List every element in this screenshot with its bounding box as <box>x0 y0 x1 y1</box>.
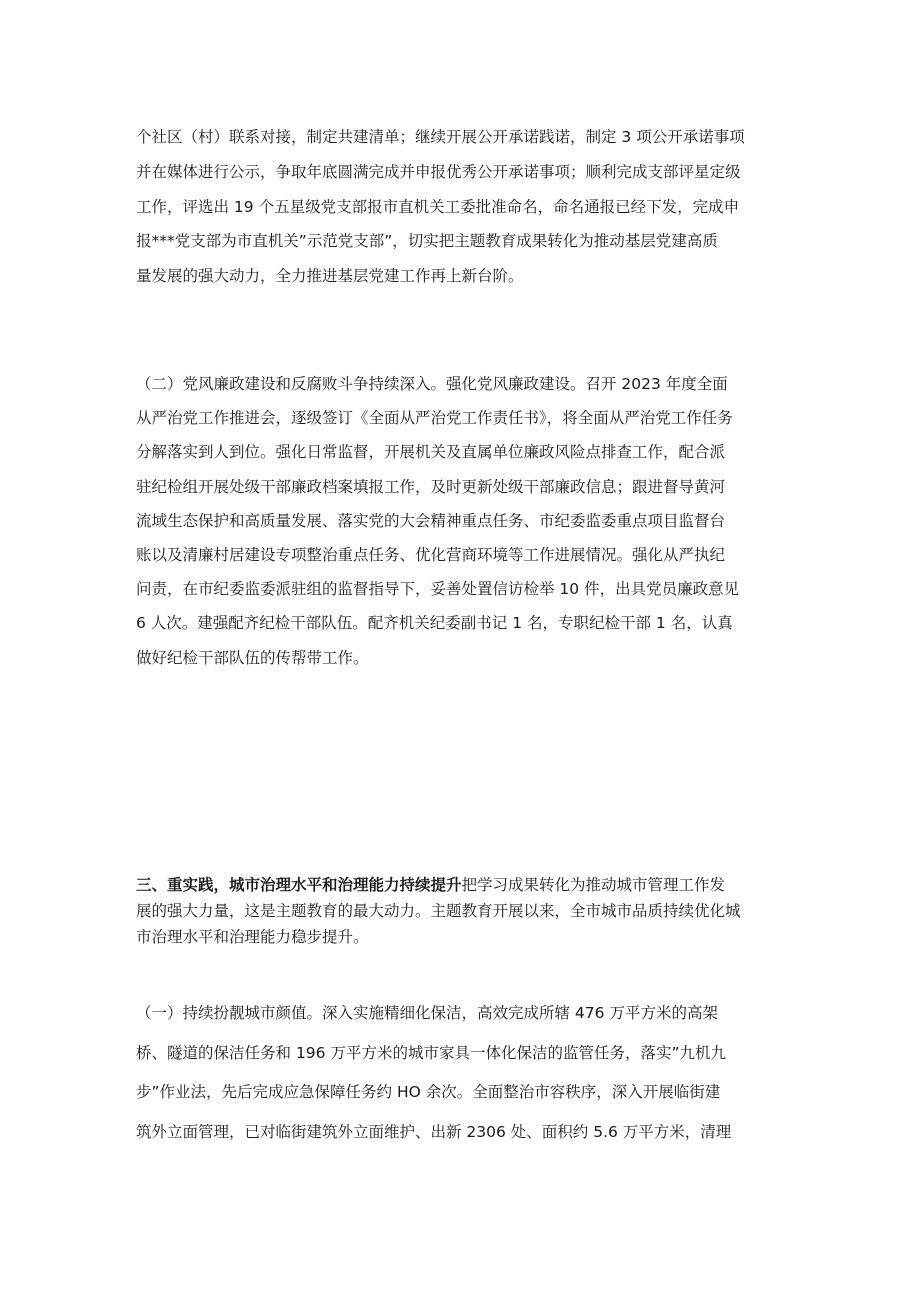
text-line: （一）持续扮靓城市颜值。深入实施精细化保洁，高效完成所辖 476 万平方米的高架 <box>136 1004 718 1022</box>
text-line: 桥、隧道的保洁任务和 196 万平方米的城市家具一体化保洁的监管任务，落实”九机九 <box>136 1043 726 1062</box>
paragraph-anti-corruption <box>136 367 788 675</box>
paragraph-party-building <box>136 120 788 294</box>
text-line <box>136 872 788 898</box>
text-line: 量发展的强大动力，全力推进基层党建工作再上新台阶。 <box>136 267 524 286</box>
text-line: 展的强大力量，这是主题教育的最大动力。主题教育开展以来，全市城市品质持续优化城 <box>136 902 741 920</box>
text-line: 账以及清廉村居建设专项整治重点任务、优化营商环境等工作进展情况。强化从严执纪 <box>136 546 726 565</box>
text-line: 市治理水平和治理能力稳步提升。 <box>136 928 369 946</box>
text-line: 并在媒体进行公示，争取年底圆满完成并申报优秀公开承诺事项；顺利完成支部评星定级 <box>136 162 741 181</box>
text-line: 做好纪检干部队伍的传帮带工作。 <box>136 648 369 667</box>
text-line: （二）党风廉政建设和反腐败斗争持续深入。强化党风廉政建设。召开 2023 年度全面 <box>136 375 728 393</box>
text-line: 驻纪检组开展处级干部廉政档案填报工作，及时更新处级干部廉政信息；跟进督导黄河 <box>136 477 726 496</box>
section-heading: 三、重实践，城市治理水平和治理能力持续提升 <box>136 876 462 894</box>
text-line: 分解落实到人到位。强化日常监督，开展机关及直属单位廉政风险点排查工作，配合派 <box>136 443 726 462</box>
text-line: 6 人次。建强配齐纪检干部队伍。配齐机关纪委副书记 1 名，专职纪检干部 1 名，认真 <box>136 614 733 633</box>
text-line: 流域生态保护和高质量发展、落实党的大会精神重点任务、市纪委监委重点项目监督台 <box>136 511 726 530</box>
text-line: 问责，在市纪委监委派驻组的监督指导下，妥善处置信访检举 10 件，出具党员廉政意见 <box>136 580 740 599</box>
text-line: 工作，评选出 19 个五星级党支部报市直机关工委批准命名，命名通报已经下发，完成申 <box>136 197 740 216</box>
heading-continuation: 把学习成果转化为推动城市管理工作发 <box>461 876 726 894</box>
text-line: 步”作业法，先后完成应急保障任务约 HO 余次。全面整治市容秩序，深入开展临街建 <box>136 1083 721 1101</box>
paragraph-city-appearance <box>136 994 788 1152</box>
text-line: 报***党支部为市直机关”示范党支部”，切实把主题教育成果转化为推动基层党建高质 <box>136 232 718 251</box>
paragraph-section-three <box>136 872 788 950</box>
text-line: 从严治党工作推进会，逐级签订《全面从严治党工作责任书》，将全面从严治党工作任务 <box>136 409 733 428</box>
text-line: 筑外立面管理，已对临街建筑外立面维护、出新 2306 处、面积约 5.6 万平方米，清理 <box>136 1122 732 1141</box>
text-line: 个社区（村）联系对接，制定共建清单；继续开展公开承诺践诺，制定 3 项公开承诺事项 <box>136 128 745 146</box>
